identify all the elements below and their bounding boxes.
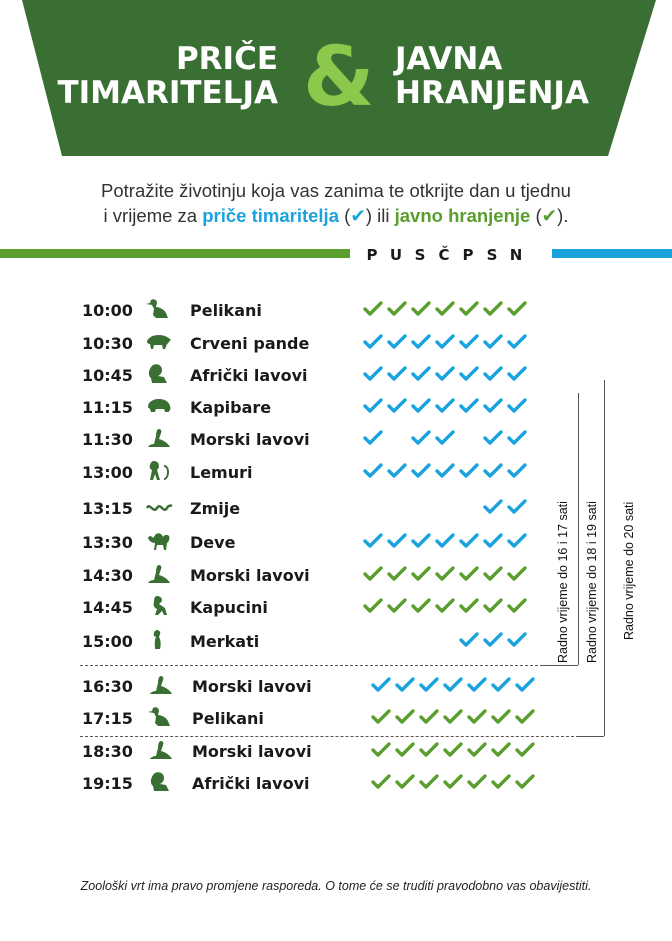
check-icon <box>459 334 483 354</box>
table-row <box>0 393 560 421</box>
check-icon <box>435 598 459 618</box>
hours-label-3: Radno vrijeme do 20 sati <box>622 501 636 640</box>
check-icon <box>419 709 443 729</box>
check-icon <box>467 677 491 697</box>
day-label: P <box>366 246 378 264</box>
row-animal-name: Pelikani <box>192 709 264 728</box>
check-icon <box>363 366 387 386</box>
row-time: 19:15 <box>82 774 133 793</box>
check-icon <box>371 677 395 697</box>
check-icon <box>459 598 483 618</box>
check-icon <box>483 334 507 354</box>
check-icon <box>491 774 515 794</box>
title-right <box>395 42 589 110</box>
check-icon <box>515 742 539 762</box>
row-time: 10:00 <box>82 301 133 320</box>
check-icon <box>363 499 387 519</box>
check-icon <box>387 499 411 519</box>
check-icon <box>483 533 507 553</box>
table-row <box>0 704 560 732</box>
check-icon <box>507 632 531 652</box>
row-animal-name: Merkati <box>190 632 260 651</box>
check-icon <box>483 463 507 483</box>
title-left-line1: PRIČE <box>175 41 278 77</box>
meerkat-icon <box>145 627 173 651</box>
hours-label-1: Radno vrijeme do 16 i 17 sati <box>556 501 570 663</box>
check-icon <box>435 334 459 354</box>
check-icon <box>411 334 435 354</box>
check-icon <box>371 774 395 794</box>
row-animal-name: Morski lavovi <box>190 566 310 585</box>
day-label: N <box>509 246 523 264</box>
title-left <box>57 42 278 110</box>
paren-close-2: ). <box>557 205 569 226</box>
row-animal-name: Pelikani <box>190 301 262 320</box>
paren-close-1: ) ili <box>365 205 395 226</box>
check-icon <box>459 566 483 586</box>
table-row <box>0 769 560 797</box>
snake-icon <box>145 494 173 518</box>
intro-line1: Potražite životinju koja vas zanima te otkrijte dan u tjednu <box>101 180 571 201</box>
row-animal-name: Morski lavovi <box>190 430 310 449</box>
day-label: U <box>389 246 403 264</box>
separator-line <box>80 736 604 737</box>
sea-lion-icon <box>145 425 173 449</box>
table-row <box>0 296 560 324</box>
row-animal-name: Kapibare <box>190 398 272 417</box>
check-icon <box>515 774 539 794</box>
lemur-icon <box>145 458 173 482</box>
check-icon <box>459 430 483 450</box>
check-icon <box>507 398 531 418</box>
feeding-label: javno hranjenje <box>394 205 531 226</box>
table-row <box>0 627 560 655</box>
row-time: 16:30 <box>82 677 133 696</box>
lion-icon <box>145 361 173 385</box>
check-icon <box>363 566 387 586</box>
check-icon <box>443 709 467 729</box>
check-icon <box>507 366 531 386</box>
check-icon <box>411 598 435 618</box>
title-left-line2: TIMARITELJA <box>57 75 278 111</box>
check-icon <box>459 366 483 386</box>
check-icon <box>467 774 491 794</box>
row-time: 13:15 <box>82 499 133 518</box>
row-animal-name: Crveni pande <box>190 334 310 353</box>
check-icon <box>483 430 507 450</box>
check-icon <box>435 566 459 586</box>
check-icon <box>371 709 395 729</box>
check-icon <box>435 301 459 321</box>
check-icon <box>507 430 531 450</box>
row-time: 10:30 <box>82 334 133 353</box>
bracket-foot-2 <box>578 736 604 737</box>
check-icon <box>459 499 483 519</box>
check-icon <box>459 632 483 652</box>
check-icon <box>515 709 539 729</box>
day-label: S <box>486 246 498 264</box>
check-icon <box>387 632 411 652</box>
check-icon <box>363 430 387 450</box>
table-row <box>0 672 560 700</box>
pelican-icon <box>145 296 173 320</box>
intro-line2-prefix: i vrijeme za <box>103 205 203 226</box>
row-time: 17:15 <box>82 709 133 728</box>
check-icon <box>483 366 507 386</box>
check-icon <box>507 334 531 354</box>
header-banner <box>0 0 672 156</box>
blue-check-icon: ✔ <box>350 205 366 226</box>
check-icon <box>459 398 483 418</box>
row-time: 11:15 <box>82 398 133 417</box>
check-icon <box>387 398 411 418</box>
check-icon <box>387 301 411 321</box>
check-icon <box>387 598 411 618</box>
check-icon <box>395 677 419 697</box>
check-icon <box>483 301 507 321</box>
row-time: 14:45 <box>82 598 133 617</box>
check-icon <box>411 499 435 519</box>
table-row <box>0 494 560 522</box>
check-icon <box>411 632 435 652</box>
check-icon <box>435 430 459 450</box>
check-icon <box>411 463 435 483</box>
capybara-icon <box>145 393 173 417</box>
check-icon <box>483 632 507 652</box>
check-icon <box>507 463 531 483</box>
check-icon <box>459 301 483 321</box>
sea-lion-icon <box>147 737 175 761</box>
check-icon <box>443 774 467 794</box>
day-label: Č <box>438 246 450 264</box>
intro-text <box>0 178 672 228</box>
row-animal-name: Deve <box>190 533 236 552</box>
row-time: 10:45 <box>82 366 133 385</box>
table-row <box>0 593 560 621</box>
check-icon <box>507 499 531 519</box>
check-icon <box>387 566 411 586</box>
row-time: 15:00 <box>82 632 133 651</box>
check-icon <box>459 463 483 483</box>
check-icon <box>467 709 491 729</box>
table-row <box>0 425 560 453</box>
check-icon <box>419 742 443 762</box>
table-row <box>0 329 560 357</box>
check-icon <box>435 499 459 519</box>
check-icon <box>411 366 435 386</box>
camel-icon <box>145 528 173 552</box>
day-label: S <box>414 246 426 264</box>
check-icon <box>395 709 419 729</box>
table-row <box>0 361 560 389</box>
check-icon <box>363 301 387 321</box>
check-icon <box>507 598 531 618</box>
check-icon <box>411 566 435 586</box>
table-row <box>0 561 560 589</box>
intro-line2 <box>0 203 672 228</box>
pelican-icon <box>147 704 175 728</box>
check-icon <box>363 632 387 652</box>
check-icon <box>363 398 387 418</box>
check-icon <box>483 398 507 418</box>
check-icon <box>387 430 411 450</box>
check-icon <box>443 677 467 697</box>
row-animal-name: Lemuri <box>190 463 253 482</box>
sea-lion-icon <box>147 672 175 696</box>
check-icon <box>411 301 435 321</box>
row-time: 13:00 <box>82 463 133 482</box>
table-row <box>0 458 560 486</box>
check-icon <box>387 463 411 483</box>
check-icon <box>435 632 459 652</box>
paren-open-1: ( <box>339 205 351 226</box>
red-panda-icon <box>145 329 173 353</box>
day-label: P <box>462 246 474 264</box>
check-icon <box>443 742 467 762</box>
check-icon <box>435 463 459 483</box>
lion-icon <box>147 769 175 793</box>
check-icon <box>411 430 435 450</box>
paren-open-2: ( <box>530 205 542 226</box>
row-animal-name: Afrički lavovi <box>192 774 310 793</box>
check-icon <box>507 301 531 321</box>
sea-lion-icon <box>145 561 173 585</box>
green-divider-bar <box>0 249 350 258</box>
check-icon <box>483 499 507 519</box>
row-animal-name: Morski lavovi <box>192 677 312 696</box>
bracket-foot-1 <box>540 665 578 666</box>
check-icon <box>371 742 395 762</box>
row-animal-name: Afrički lavovi <box>190 366 308 385</box>
check-icon <box>467 742 491 762</box>
check-icon <box>435 533 459 553</box>
title-right-line2: HRANJENJA <box>395 75 589 111</box>
hours-label-2: Radno vrijeme do 18 i 19 sati <box>585 501 599 663</box>
check-icon <box>515 677 539 697</box>
row-time: 13:30 <box>82 533 133 552</box>
check-icon <box>387 366 411 386</box>
footer-note: Zoološki vrt ima pravo promjene rasporeda. O tome će se truditi pravodobno vas obavijestiti. <box>80 879 592 893</box>
row-animal-name: Zmije <box>190 499 241 518</box>
check-icon <box>419 774 443 794</box>
check-icon <box>507 566 531 586</box>
check-icon <box>491 677 515 697</box>
row-time: 11:30 <box>82 430 133 449</box>
check-icon <box>363 463 387 483</box>
title-right-line1: JAVNA <box>395 41 503 77</box>
check-icon <box>387 533 411 553</box>
table-row <box>0 528 560 556</box>
green-check-icon: ✔ <box>541 205 558 226</box>
ampersand: & <box>303 30 375 125</box>
row-animal-name: Morski lavovi <box>192 742 312 761</box>
check-icon <box>483 566 507 586</box>
row-time: 18:30 <box>82 742 133 761</box>
check-icon <box>363 598 387 618</box>
row-time: 14:30 <box>82 566 133 585</box>
check-icon <box>419 677 443 697</box>
check-icon <box>411 398 435 418</box>
check-icon <box>395 774 419 794</box>
check-icon <box>395 742 419 762</box>
blue-divider-bar <box>552 249 672 258</box>
check-icon <box>491 742 515 762</box>
check-icon <box>363 533 387 553</box>
keeper-label: priče timaritelja <box>202 205 339 226</box>
check-icon <box>387 334 411 354</box>
check-icon <box>459 533 483 553</box>
table-row <box>0 737 560 765</box>
capuchin-icon <box>145 593 173 617</box>
check-icon <box>363 334 387 354</box>
check-icon <box>411 533 435 553</box>
check-icon <box>491 709 515 729</box>
separator-line <box>80 665 558 666</box>
check-icon <box>435 398 459 418</box>
row-animal-name: Kapucini <box>190 598 268 617</box>
check-icon <box>507 533 531 553</box>
check-icon <box>483 598 507 618</box>
check-icon <box>435 366 459 386</box>
